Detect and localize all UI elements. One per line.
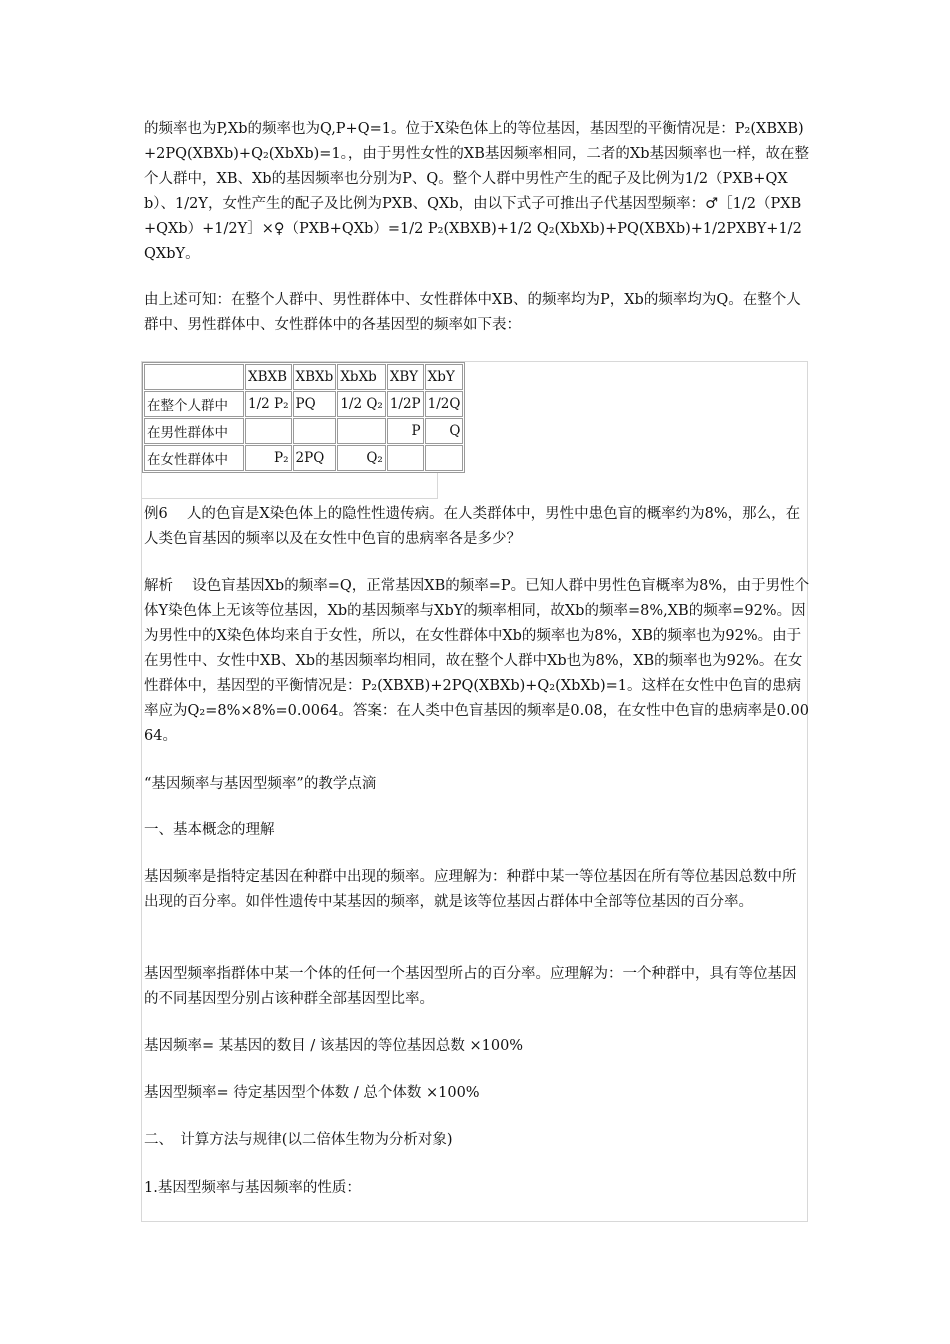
section-heading-teaching: “基因频率与基因型频率”的教学点滴 <box>144 776 377 792</box>
table-cell: 在男性群体中 <box>144 418 244 444</box>
table-cell: 2PQ <box>293 445 337 471</box>
table-cell: 1/2 Q₂ <box>337 391 386 417</box>
table-header-cell: XbY <box>425 364 464 390</box>
paragraph-summary: 由上述可知：在整个人群中、男性群体中、女性群体中XB、的频率均为P，Xb的频率均为Q。在整个人群中、男性群体中、女性群体中的各基因型的频率如下表： <box>144 292 801 333</box>
paragraph-example-6: 例6 人的色盲是X染色体上的隐性性遗传病。在人类群体中，男性中患色盲的概率约为8%，那么，在人类色盲基因的频率以及在女性中色盲的患病率各是多少？ <box>144 506 801 547</box>
table-cell: 在女性群体中 <box>144 445 244 471</box>
table-row <box>144 445 463 471</box>
genotype-frequency-table <box>142 362 465 473</box>
table-header-cell: XbXb <box>337 364 386 390</box>
table-cell <box>425 445 464 471</box>
section-heading-concepts: 一、基本概念的理解 <box>144 822 275 838</box>
table-cell: 1/2 P₂ <box>245 391 292 417</box>
table-cell <box>245 418 292 444</box>
table-cell: P₂ <box>245 445 292 471</box>
formula-gene-frequency: 基因频率= 某基因的数目 / 该基因的等位基因总数 ×100% <box>144 1038 524 1054</box>
table-cell: 1/2Q <box>425 391 464 417</box>
table-header-cell: XBXB <box>245 364 292 390</box>
table-header-row <box>144 364 463 390</box>
table-header-cell: XBY <box>387 364 424 390</box>
paragraph-genotype-balance: 的频率也为P,Xb的频率也为Q,P+Q=1。位于X染色体上的等位基因，基因型的平衡情况是：P₂(XBXB)+2PQ(XBXb)+Q₂(XbXb)=1。，由于男性女性的XB基因频率相同，二者的Xb基因频率也一样，故在整个人群中，XB、Xb的基因频率也分别为P、Q。整个人群中男性产生的配子及比例为1/2（PXB+QXb）、1/2Y，女性产生的配子及比例为PXB、QXb，由以下式子可推出子代基因型频率：♂［1/2（PXB+QXb）+1/2Y］×♀（PXB+QXb）=1/2 P₂(XBXB)+1/2 Q₂(XbXb)+PQ(XBXb)+1/2PXBY+1/2QXbY。 <box>144 121 809 262</box>
table-header-cell: XBXb <box>293 364 337 390</box>
table-cell <box>293 418 337 444</box>
table-cell: PQ <box>293 391 337 417</box>
table-cell <box>387 445 424 471</box>
table-row <box>144 418 463 444</box>
table-row <box>144 391 463 417</box>
formula-genotype-frequency: 基因型频率= 待定基因型个体数 / 总个体数 ×100% <box>144 1085 480 1101</box>
subsection-heading-properties: 1.基因型频率与基因频率的性质： <box>144 1180 361 1196</box>
paragraph-gene-frequency-definition: 基因频率是指特定基因在种群中出现的频率。应理解为：种群中某一等位基因在所有等位基因总数中所出现的百分率。如伴性遗传中某基因的频率，就是该等位基因占群体中全部等位基因的百分率。 <box>144 869 797 910</box>
paragraph-genotype-frequency-definition: 基因型频率指群体中某一个体的任何一个基因型所占的百分率。应理解为：一个种群中，具有等位基因的不同基因型分别占该种群全部基因型比率。 <box>144 966 797 1007</box>
table-cell: 在整个人群中 <box>144 391 244 417</box>
table-cell: Q₂ <box>337 445 386 471</box>
paragraph-analysis: 解析 设色盲基因Xb的频率=Q，正常基因XB的频率=P。已知人群中男性色盲概率为8%，由于男性个体Y染色体上无该等位基因，Xb的基因频率与XbY的频率相同，故Xb的频率=8%,XB的频率=92%。因为男性中的X染色体均来自于女性，所以，在女性群体中Xb的频率也为8%，XB的频率也为92%。由于在男性中、女性中XB、Xb的基因频率均相同，故在整个人群中Xb也为8%，XB的频率也为92%。在女性群体中，基因型的平衡情况是：P₂(XBXB)+2PQ(XBXb)+Q₂(XbXb)=1。这样在女性中色盲的患病率应为Q₂=8%×8%=0.0064。答案：在人类中色盲基因的频率是0.08，在女性中色盲的患病率是0.0064。 <box>144 578 810 744</box>
table-header-cell <box>144 364 244 390</box>
table-cell: Q <box>425 418 464 444</box>
table-cell: P <box>387 418 424 444</box>
table-cell <box>337 418 386 444</box>
section-heading-methods: 二、 计算方法与规律(以二倍体生物为分析对象) <box>144 1132 453 1148</box>
table-cell: 1/2P <box>387 391 424 417</box>
